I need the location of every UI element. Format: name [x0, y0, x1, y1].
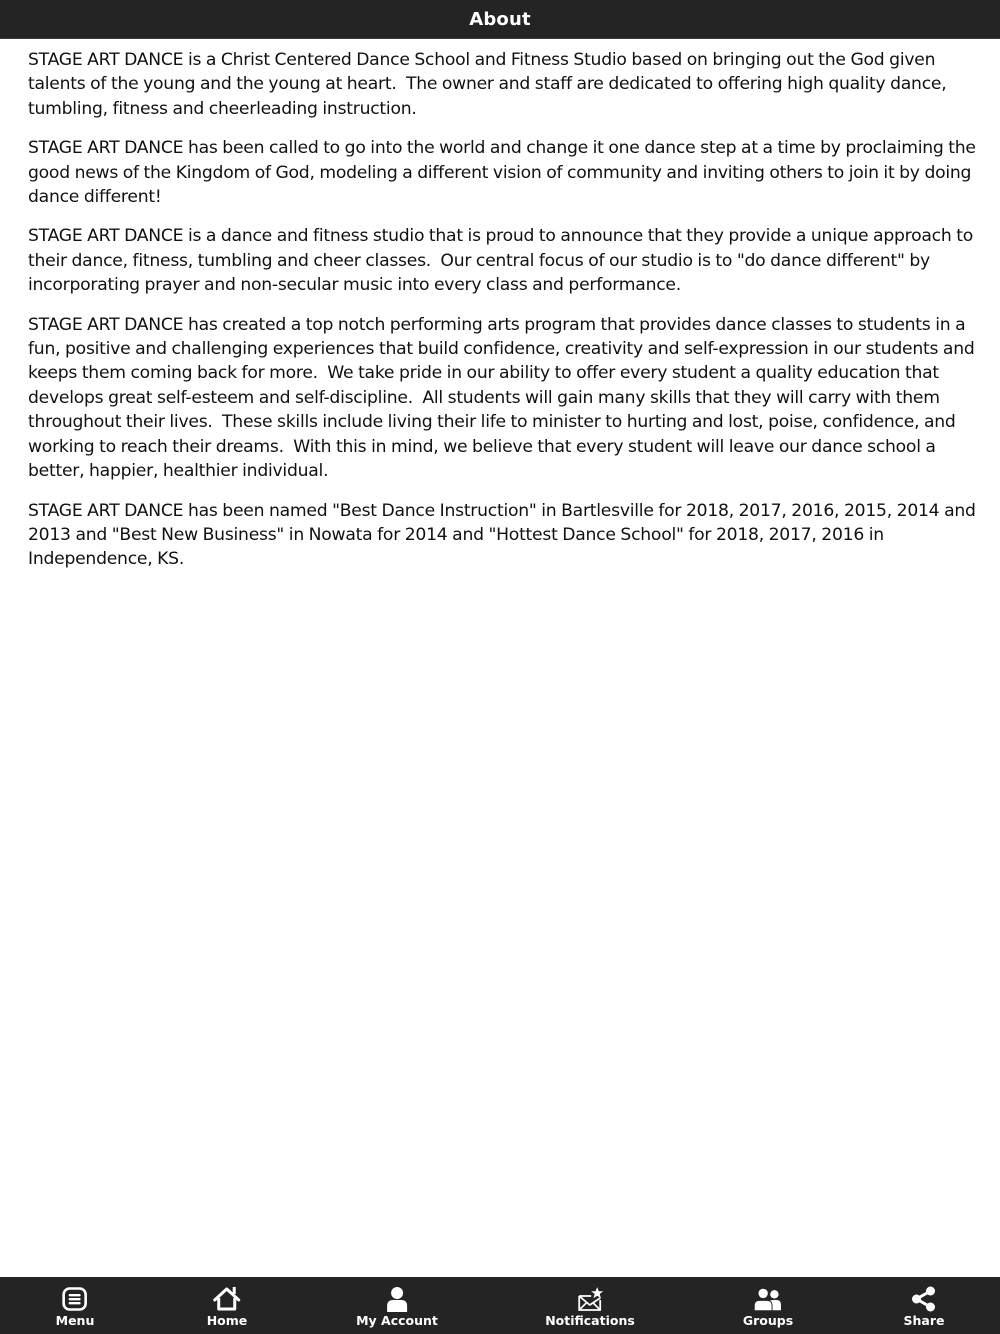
home-icon [212, 1285, 242, 1313]
menu-icon [60, 1285, 90, 1313]
nav-home-label: Home [206, 1313, 248, 1328]
paragraph-awards: STAGE ART DANCE has been named "Best Dance Instruction" in Bartlesville for 2018, 2017, 2016, 2015, 2014 and 2013 and "Best New Business" in Nowata for 2014 and "Hottest Dance School" for 2018, 2017, 2016 in Independence, KS. [28, 500, 981, 570]
nav-notifications-label: Notifications [545, 1313, 635, 1328]
page-title: About [469, 8, 531, 30]
nav-menu-label: Menu [55, 1313, 95, 1328]
nav-home-button[interactable] [207, 1277, 248, 1334]
groups-icon [753, 1285, 783, 1313]
paragraph-mission: STAGE ART DANCE has been called to go into the world and change it one dance step at a time by proclaiming the good news of the Kingdom of God, modeling a different vision of community and inviting others to join it by doing dance different! [28, 138, 981, 208]
nav-my-account-button[interactable] [356, 1277, 438, 1334]
about-content [28, 48, 981, 587]
nav-menu-button[interactable] [56, 1277, 95, 1334]
envelope-star-icon [575, 1285, 605, 1313]
paragraph-intro: STAGE ART DANCE is a Christ Centered Dance School and Fitness Studio based on bringing out the God given talents of the young and the young at heart. The owner and staff are dedicated to offering high quality dance, tumbling, fitness and cheerleading instruction. [28, 50, 952, 119]
paragraph-program: STAGE ART DANCE has created a top notch performing arts program that provides dance classes to students in a fun, positive and challenging experiences that build confidence, creativity and self-expression in our students and keeps them coming back for more. We take pride in our ability to offer every student a quality education that develops great self-esteem and self-discipline. All students will gain many skills that they will carry with them throughout their lives. These skills include living their life to minister to hurting and lost, poise, confidence, and working to reach their dreams. With this in mind, we believe that every student will leave our dance school a better, happier, healthier individual. [28, 314, 980, 482]
user-icon [382, 1285, 412, 1313]
nav-groups-button[interactable] [743, 1277, 793, 1334]
nav-notifications-button[interactable] [545, 1277, 635, 1334]
nav-share-button[interactable] [904, 1277, 945, 1334]
paragraph-approach: STAGE ART DANCE is a dance and fitness studio that is proud to announce that they provide a unique approach to their dance, fitness, tumbling and cheer classes. Our central focus of our studio is to "do dance different" by incorporating prayer and non-secular music into every class and performance. [28, 226, 978, 296]
nav-share-label: Share [903, 1313, 945, 1328]
share-icon [909, 1285, 939, 1313]
bottom-nav-bar [0, 1277, 1000, 1334]
header-bar [0, 0, 1000, 39]
nav-my-account-label: My Account [356, 1313, 438, 1328]
nav-groups-label: Groups [742, 1313, 794, 1328]
